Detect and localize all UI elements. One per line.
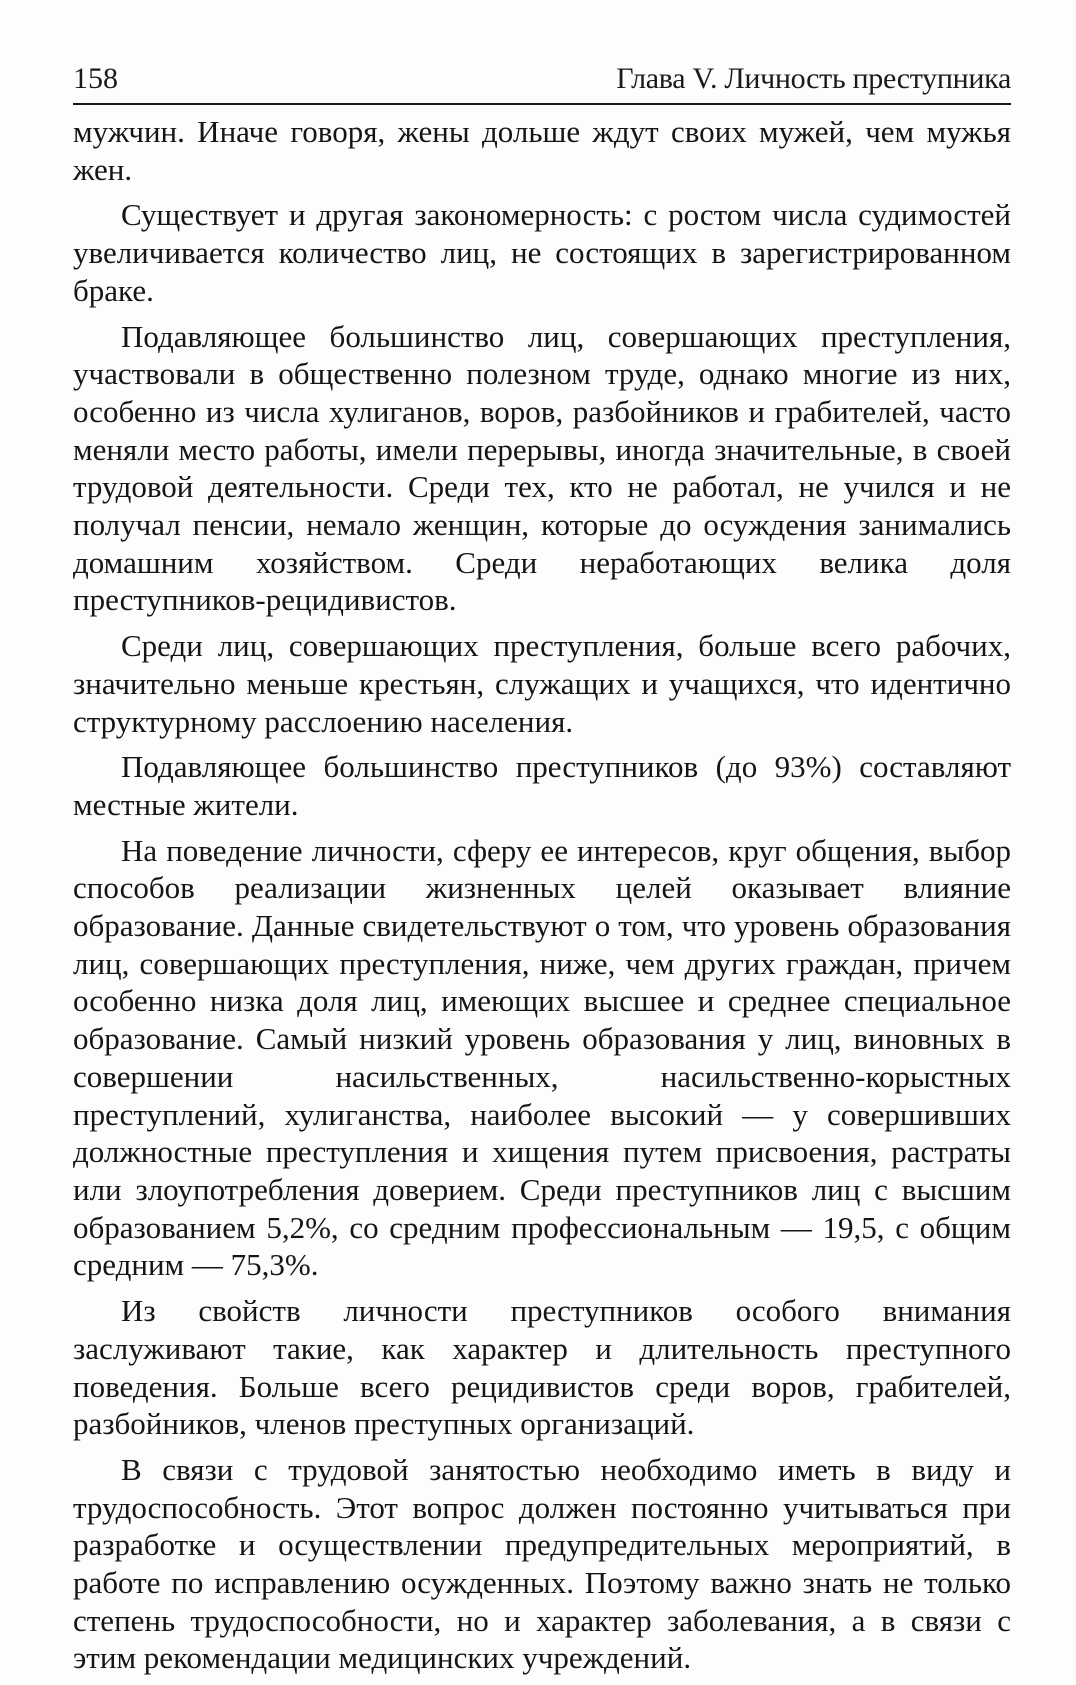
paragraph: Существует и другая закономерность: с ростом числа судимостей увеличивается количество лиц, не состоящих в зарегистрированном браке. <box>73 197 1011 308</box>
body-text <box>73 113 1011 1685</box>
paragraph: На поведение личности, сферу ее интересов, круг общения, выбор способов реализации жизненных целей оказывает влияние образование. Данные свидетельствуют о том, что уровень образования лиц, совершающих преступления, ниже, чем других граждан, причем особенно низка доля лиц, имеющих высшее и среднее специальное образование. Самый низкий уровень образования у лиц, виновных в совершении насильственных, насильственно-корыстных преступлений, хулиганства, наиболее высокий — у совершивших должностные преступления и хищения путем присвоения, растраты или злоупотребления доверием. Среди преступников лиц с высшим образованием 5,2%, со средним профессиональным — 19,5, с общим средним — 75,3%. <box>73 832 1011 1283</box>
running-head: Глава V. Личность преступника <box>616 62 1011 95</box>
page-header <box>73 60 1011 104</box>
paragraph-continued: мужчин. Иначе говоря, жены дольше ждут своих мужей, чем мужья жен. <box>73 114 1011 187</box>
paragraph: Среди лиц, совершающих преступления, больше всего рабочих, значительно меньше крестьян, служащих и учащихся, что идентично структурному расслоению населения. <box>73 628 1011 739</box>
paragraph: Из свойств личности преступников особого внимания заслуживают такие, как характер и длительность преступного поведения. Больше всего рецидивистов среди воров, грабителей, разбойников, членов преступных организаций. <box>73 1293 1011 1442</box>
paragraph: В связи с трудовой занятостью необходимо иметь в виду и трудоспособность. Этот вопрос должен постоянно учитываться при разработке и осуществлении предупредительных мероприятий, в работе по исправлению осужденных. Поэтому важно знать не только степень трудоспособности, но и характер заболевания, а в связи с этим рекомендации медицинских учреждений. <box>73 1451 1011 1676</box>
paragraph: Подавляющее большинство лиц, совершающих преступления, участвовали в общественно полезном труде, однако многие из них, особенно из числа хулиганов, воров, разбойников и грабителей, часто меняли место работы, имели перерывы, иногда значительные, в своей трудовой деятельности. Среди тех, кто не работал, не учился и не получал пенсии, немало женщин, которые до осуждения занимались домашним хозяйством. Среди неработающих велика доля преступников-рецидивистов. <box>73 318 1011 618</box>
paragraph: Подавляющее большинство преступников (до 93%) составляют местные жители. <box>73 749 1011 822</box>
header-rule <box>73 103 1011 105</box>
page-number: 158 <box>73 62 118 95</box>
